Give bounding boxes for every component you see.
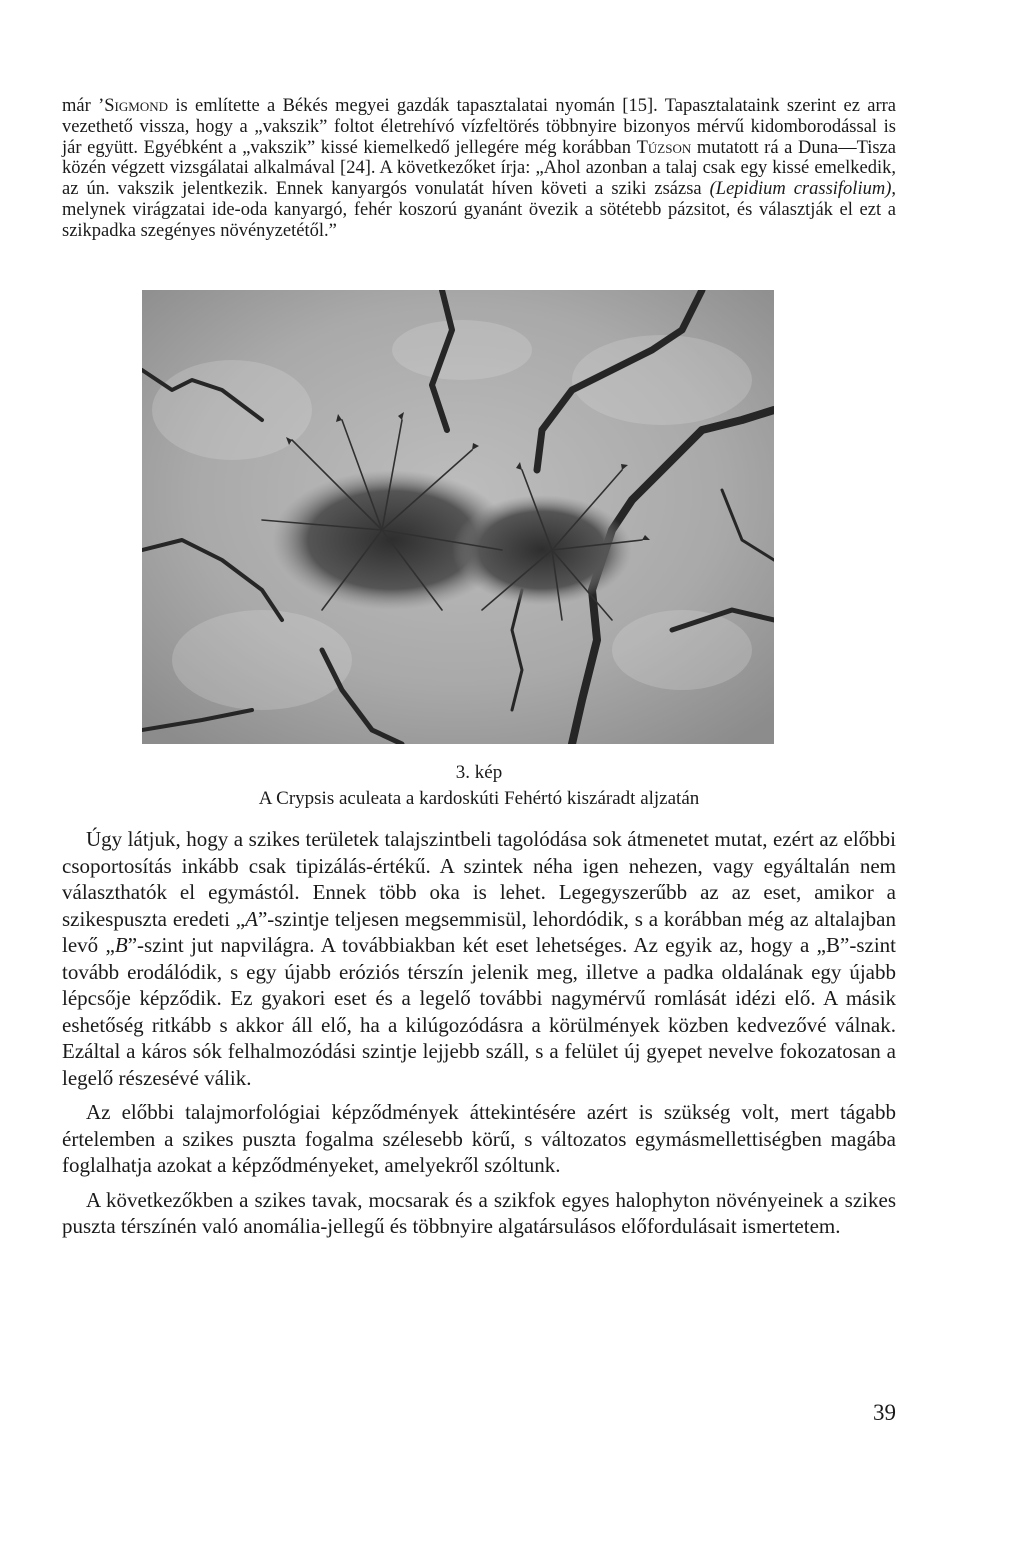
- latin-species-name: (Lepidium crassifolium): [709, 179, 892, 200]
- body-text: [62, 826, 896, 1248]
- body-paragraph-2: Az előbbi talajmorfológiai képződmények áttekintésére azért is szükség volt, mert tágabb értelemben a szikes puszta fogalma szélesebb körű, s változatos egymásmellettiségben magába foglalhatja azokat a képződményeket, amelyekről szóltunk.: [62, 1100, 896, 1177]
- horizon-a-label: A: [245, 906, 258, 931]
- horizon-b-label: B: [114, 933, 128, 957]
- figure-number: 3. kép: [455, 762, 503, 783]
- intro-paragraph: [62, 96, 896, 242]
- body-p1-part-2: ”-szintje teljesen megsemmisül, lehordódik, s a korábban még az altalajban levő „: [62, 906, 896, 957]
- body-paragraph-1: [62, 826, 896, 1091]
- intro-text-part-1: is említette a Békés megyei gazdák tapasztalatai nyomán [15]. Tapasztalataink szerint ez arra vezethető vissza, hogy a „vakszik” foltot életrehívó vízfeltörés többnyire bizonyos mérvű kidomborodással is jár együtt. Egyébként a „vakszik” kissé kiemelkedő jellegére még korábban: [62, 96, 896, 158]
- intro-text-part-2: mutatott rá a Duna—Tisza közén végzett vizsgálatai alkalmával [24]. A következőket írja: „Ahol azonban a talaj csak egy kissé emelkedik, az ún. vakszik jelentkezik. Ennek kanyargós vonulatát híven követi a sziki zsázsa: [62, 137, 896, 200]
- figure-caption: [62, 760, 896, 812]
- cracked-soil-photo: [142, 290, 774, 744]
- body-p1-part-1: Úgy látjuk, hogy a szikes területek talajszintbeli tagolódása sok átmenetet mutat, ezért az előbbi csoportosítás inkább csak tipizálás-értékű. A szintek néha igen nehezen, vagy egyáltalán nem választhatók el egymástól. Ennek több oka is lehet. Legegyszerűbb az az eset, amikor a szikespuszta eredeti „: [62, 827, 896, 931]
- page-number: 39: [873, 1400, 896, 1425]
- author-name-sigmond: Sigmond: [104, 96, 168, 116]
- author-name-tuzson: Túzson: [636, 137, 692, 158]
- body-paragraph-3: A következőkben a szikes tavak, mocsarak és a szikfok egyes halophyton növényeinek a szikes puszta térszínén való anomália-jellegű és többnyire algatársulásos előfordulásait ismertetem.: [62, 1187, 896, 1238]
- intro-text: [62, 96, 896, 242]
- figure-photo: [142, 290, 774, 744]
- intro-text-part-3: , melynek virágzatai ide-oda kanyargó, fehér koszorú gyanánt övezik a sötétebb pázsitot, és választják el ezt a szikpadka szegényes növényzetétől.”: [62, 179, 896, 241]
- body-p1-part-3: ”-szint jut napvilágra. A továbbiakban két eset lehetséges. Az egyik az, hogy a „B”-szint tovább erodálódik, s egy újabb eróziós térszín jelenik meg, illetve a padka oldalának egy újabb lépcsője képződik. Ez gyakori eset és a legelő további nagymérvű romlását idézi elő. A másik eshetőség ritkább s akkor áll elő, ha a kilúgozódásra a körülmények közben kedvezővé válnak. Ezáltal a káros sók felhalmozódási szintje lejjebb száll, s a felület új gyepet nevelve fokozatosan a legelő részesévé válik.: [62, 933, 896, 1090]
- intro-lead: már ’: [62, 96, 105, 116]
- figure-caption-text: A Crypsis aculeata a kardoskúti Fehértó kiszáradt aljzatán: [258, 788, 700, 809]
